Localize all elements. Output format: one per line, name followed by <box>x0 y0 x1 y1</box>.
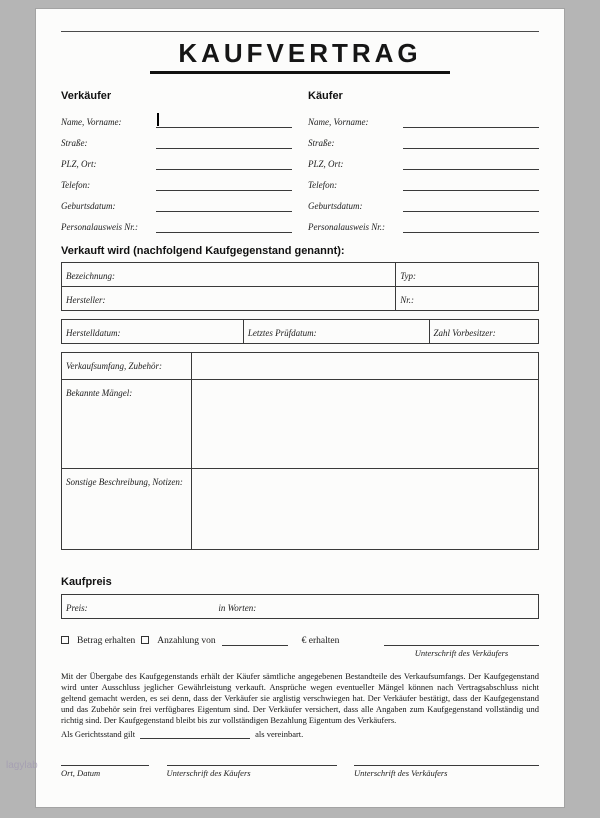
ort-datum-label: Ort, Datum <box>61 768 101 778</box>
court-clause-row <box>61 729 539 739</box>
contract-form-page <box>35 8 565 808</box>
item-table-dates <box>61 319 539 344</box>
seller-ausweis-label: Personalausweis Nr.: <box>61 222 139 232</box>
court-clause-prefix: Als Gerichtsstand gilt <box>61 729 136 739</box>
hersteller-cell[interactable] <box>62 287 395 310</box>
preis-cell[interactable] <box>62 595 214 618</box>
seller-strasse-label: Straße: <box>61 138 88 148</box>
seller-strasse-row <box>61 128 292 149</box>
signature-footer <box>61 765 539 778</box>
seller-telefon-label: Telefon: <box>61 180 91 190</box>
price-heading: Kaufpreis <box>61 576 112 588</box>
item-table-details <box>61 352 539 550</box>
bezeichnung-cell[interactable] <box>62 263 395 286</box>
seller-geburtsdatum-row <box>61 191 292 212</box>
betrag-erhalten-label: Betrag erhalten <box>77 636 136 646</box>
seller-telefon-input[interactable] <box>156 177 292 191</box>
seller-telefon-row <box>61 170 292 191</box>
herstelldatum-cell[interactable] <box>62 320 243 343</box>
buyer-name-label: Name, Vorname: <box>308 117 369 127</box>
text-cursor <box>157 113 159 126</box>
seller-section <box>61 90 292 233</box>
price-row <box>62 595 538 618</box>
seller-signature-inline <box>384 635 539 658</box>
buyer-ausweis-input[interactable] <box>403 219 539 233</box>
item-table-main <box>61 262 539 311</box>
buyer-telefon-input[interactable] <box>403 177 539 191</box>
seller-plz-label: PLZ, Ort: <box>61 159 97 169</box>
ort-datum-signature <box>61 765 149 778</box>
umfang-label-cell <box>62 353 191 379</box>
buyer-section <box>308 90 539 233</box>
buyer-signature-line[interactable] <box>167 765 337 766</box>
betrag-erhalten-checkbox[interactable] <box>61 636 69 644</box>
maengel-input-cell[interactable] <box>191 380 538 468</box>
watermark: lagylab <box>6 760 38 771</box>
hersteller-nr-row <box>62 286 538 310</box>
seller-ausweis-input[interactable] <box>156 219 292 233</box>
seller-ausweis-row <box>61 212 292 233</box>
typ-label: Typ: <box>400 271 417 281</box>
buyer-heading: Käufer <box>308 90 343 102</box>
umfang-label: Verkaufsumfang, Zubehör: <box>66 361 162 371</box>
typ-cell[interactable] <box>395 263 538 286</box>
payment-row <box>61 635 539 661</box>
seller-plz-input[interactable] <box>156 156 292 170</box>
page-title: KAUFVERTRAG <box>178 38 422 68</box>
buyer-signature-label: Unterschrift des Käufers <box>166 768 251 778</box>
euro-erhalten-label: € erhalten <box>301 636 340 646</box>
seller-geburtsdatum-input[interactable] <box>156 198 292 212</box>
buyer-plz-row <box>308 149 539 170</box>
seller-signature-inline-line[interactable] <box>384 635 539 646</box>
herstelldatum-label: Herstelldatum: <box>66 328 121 338</box>
title-underline <box>150 71 450 74</box>
anzahlung-checkbox[interactable] <box>141 636 149 644</box>
pruefdatum-label: Letztes Prüfdatum: <box>247 328 317 338</box>
buyer-name-input[interactable] <box>403 114 539 128</box>
buyer-ausweis-label: Personalausweis Nr.: <box>308 222 386 232</box>
seller-signature-inline-label: Unterschrift des Verkäufers <box>414 648 509 658</box>
umfang-input-cell[interactable] <box>191 353 538 379</box>
seller-signature <box>354 765 539 778</box>
buyer-strasse-label: Straße: <box>308 138 335 148</box>
in-worten-label: in Worten: <box>218 603 257 613</box>
anzahlung-amount-input[interactable] <box>222 635 288 646</box>
buyer-geburtsdatum-label: Geburtsdatum: <box>308 201 363 211</box>
seller-name-label: Name, Vorname: <box>61 117 122 127</box>
price-table <box>61 594 539 619</box>
vorbesitzer-label: Zahl Vorbesitzer: <box>433 328 496 338</box>
in-worten-cell[interactable] <box>214 595 538 618</box>
anzahlung-von-label: Anzahlung von <box>157 636 216 646</box>
seller-heading: Verkäufer <box>61 90 112 102</box>
buyer-strasse-row <box>308 128 539 149</box>
notizen-input-cell[interactable] <box>191 469 538 549</box>
seller-strasse-input[interactable] <box>156 135 292 149</box>
top-rule <box>61 31 539 32</box>
buyer-ausweis-row <box>308 212 539 233</box>
buyer-telefon-row <box>308 170 539 191</box>
hersteller-label: Hersteller: <box>66 295 106 305</box>
buyer-plz-label: PLZ, Ort: <box>308 159 344 169</box>
preis-label: Preis: <box>66 603 88 613</box>
pruefdatum-cell[interactable] <box>243 320 429 343</box>
notizen-label-cell <box>62 469 191 549</box>
ort-datum-line[interactable] <box>61 765 149 766</box>
seller-signature-label: Unterschrift des Verkäufers <box>354 768 448 778</box>
court-input[interactable] <box>140 729 250 739</box>
buyer-strasse-input[interactable] <box>403 135 539 149</box>
seller-name-row <box>61 107 292 128</box>
notizen-label: Sonstige Beschreibung, Notizen: <box>66 477 183 487</box>
nr-label: Nr.: <box>400 295 414 305</box>
seller-plz-row <box>61 149 292 170</box>
maengel-label: Bekannte Mängel: <box>66 388 133 398</box>
buyer-name-row <box>308 107 539 128</box>
legal-paragraph: Mit der Übergabe des Kaufgegenstands erhält der Käufer sämtliche angegebenen Bestandteile des Verkaufsumfangs. Der Kaufgegenstand wird unter Ausschluss jeglicher Gewährleistung verkauft. Ansprüche wegen eventueller Mängel können nach Vertragsabschluss nicht geltend gemacht werden, es sei denn, dass der Verkäufer sie arglistig verschwiegen hat. Der Verkäufer bestätigt, dass der Kaufgegenstand und das Zubehör sein frei verfügbares Eigentum sind. Der Verkäufer versichert, dass alle Angaben zum Kaufgegenstand vollständig und richtig sind. Der Kaufgegenstand bleibt bis zur vollständigen Bezahlung Eigentum des Verkäufers. <box>61 671 539 725</box>
buyer-plz-input[interactable] <box>403 156 539 170</box>
notizen-row <box>62 468 538 549</box>
seller-signature-line[interactable] <box>354 765 539 766</box>
bezeichnung-typ-row <box>62 263 538 286</box>
item-section-heading: Verkauft wird (nachfolgend Kaufgegenstand genannt): <box>61 245 345 257</box>
buyer-geburtsdatum-row <box>308 191 539 212</box>
buyer-geburtsdatum-input[interactable] <box>403 198 539 212</box>
nr-cell[interactable] <box>395 287 538 310</box>
court-clause-suffix: als vereinbart. <box>255 729 304 739</box>
dates-row <box>62 320 538 343</box>
maengel-label-cell <box>62 380 191 468</box>
buyer-telefon-label: Telefon: <box>308 180 338 190</box>
bezeichnung-label: Bezeichnung: <box>66 271 115 281</box>
parties-section <box>61 90 539 233</box>
seller-name-input[interactable] <box>156 114 292 128</box>
vorbesitzer-cell[interactable] <box>429 320 538 343</box>
seller-geburtsdatum-label: Geburtsdatum: <box>61 201 116 211</box>
maengel-row <box>62 379 538 468</box>
buyer-signature <box>167 765 337 778</box>
umfang-row <box>62 353 538 379</box>
